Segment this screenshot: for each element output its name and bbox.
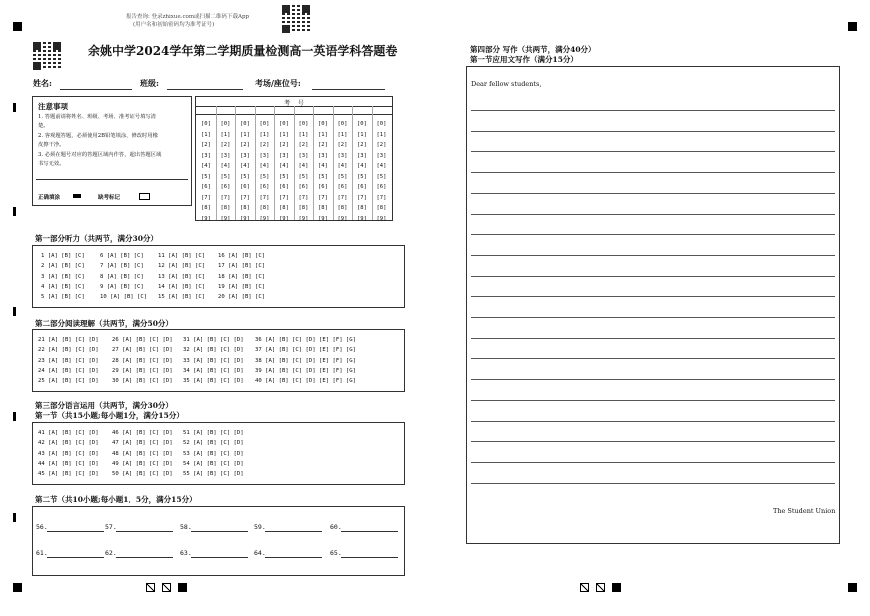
id-bubble[interactable]: [8]: [318, 205, 328, 211]
id-bubble[interactable]: [3]: [298, 152, 309, 159]
question-item[interactable]: 54 [A] [B] [C] [D]: [183, 460, 244, 467]
id-bubble[interactable]: [2]: [337, 142, 348, 148]
instructions-heading: 注意事项: [38, 102, 68, 111]
timing-mark: [13, 103, 16, 112]
question-item[interactable]: 41 [A] [B] [C] [D]: [38, 430, 99, 436]
question-item[interactable]: 33 [A] [B] [C] [D]: [183, 357, 244, 364]
question-item[interactable]: 30 [A] [B] [C] [D]: [112, 378, 173, 385]
writing-line[interactable]: [471, 296, 835, 297]
question-item[interactable]: 23 [A] [B] [C] [D]: [38, 357, 99, 364]
part2-title: 第二部分阅读理解（共两节，满分50分）: [35, 319, 173, 328]
id-bubble[interactable]: [0]: [240, 121, 250, 127]
id-bubble[interactable]: [0]: [357, 121, 367, 127]
question-item[interactable]: 36 [A] [B] [C] [D] [E] [F] [G]: [255, 337, 357, 343]
id-bubble[interactable]: [1]: [376, 131, 387, 138]
exam-id-grid: [195, 96, 393, 221]
blanks-box: [32, 506, 405, 576]
id-bubble[interactable]: [7]: [298, 194, 309, 201]
id-bubble[interactable]: [7]: [220, 194, 231, 201]
id-bubble[interactable]: [7]: [318, 194, 328, 201]
id-bubble[interactable]: [6]: [279, 184, 289, 190]
instruction-item: 3. 必须在题号对应的答题区域内作答，超出答题区域书写无效。: [38, 152, 162, 167]
id-bubble[interactable]: [1]: [220, 131, 231, 138]
divider: [255, 106, 256, 220]
question-item[interactable]: 46 [A] [B] [C] [D]: [112, 430, 173, 436]
id-bubble[interactable]: [9]: [376, 215, 387, 222]
page-mark-box: [162, 583, 171, 592]
question-item[interactable]: 17 [A] [B] [C]: [218, 263, 266, 270]
id-bubble[interactable]: [1]: [357, 131, 367, 138]
question-item[interactable]: 24 [A] [B] [C] [D]: [38, 367, 99, 374]
id-bubble[interactable]: [2]: [259, 142, 270, 148]
id-bubble[interactable]: [7]: [259, 194, 270, 201]
id-bubble[interactable]: [8]: [376, 205, 387, 211]
corner-mark-bottom-left: [13, 583, 22, 592]
question-item[interactable]: 11 [A] [B] [C]: [158, 253, 206, 259]
question-item[interactable]: 37 [A] [B] [C] [D] [E] [F] [G]: [255, 347, 357, 354]
writing-line[interactable]: [471, 400, 835, 401]
writing-line[interactable]: [471, 193, 835, 194]
id-bubble[interactable]: [7]: [201, 194, 211, 201]
blank-number: 63.: [180, 549, 192, 557]
id-bubble[interactable]: [3]: [240, 152, 250, 159]
missing-mark-box[interactable]: [139, 193, 150, 200]
id-bubble[interactable]: [2]: [240, 142, 250, 148]
id-bubble[interactable]: [9]: [357, 215, 367, 222]
id-bubble[interactable]: [1]: [240, 131, 250, 138]
question-item[interactable]: 53 [A] [B] [C] [D]: [183, 450, 244, 457]
report-notice: 报告查询: 登录zhixue.com或扫描二维码下载App: [126, 14, 250, 20]
id-bubble[interactable]: [5]: [279, 173, 289, 180]
id-bubble[interactable]: [7]: [337, 194, 348, 201]
question-item[interactable]: 40 [A] [B] [C] [D] [E] [F] [G]: [255, 378, 357, 385]
question-item[interactable]: 10 [A] [B] [C]: [100, 294, 148, 301]
question-item[interactable]: 39 [A] [B] [C] [D] [E] [F] [G]: [255, 367, 357, 374]
id-bubble[interactable]: [4]: [220, 163, 231, 169]
id-bubble[interactable]: [5]: [298, 173, 309, 180]
id-bubble[interactable]: [1]: [298, 131, 309, 138]
blank-number: 60.: [330, 523, 342, 531]
id-bubble[interactable]: [4]: [357, 163, 367, 169]
id-bubble[interactable]: [5]: [357, 173, 367, 180]
divider: [313, 106, 314, 220]
id-bubble[interactable]: [1]: [337, 131, 348, 138]
corner-mark-bottom-right: [848, 583, 857, 592]
id-bubble[interactable]: [3]: [357, 152, 367, 159]
question-item[interactable]: 9 [A] [B] [C]: [100, 283, 144, 290]
timing-mark: [13, 207, 16, 216]
id-bubble[interactable]: [6]: [259, 184, 270, 190]
page-mark-box: [596, 583, 605, 592]
id-bubble[interactable]: [9]: [279, 215, 289, 222]
question-item[interactable]: 4 [A] [B] [C]: [41, 283, 85, 290]
seat-label: 考场/座位号:: [255, 78, 301, 88]
writing-line[interactable]: [471, 172, 835, 173]
writing-line[interactable]: [471, 441, 835, 442]
page-mark-box: [580, 583, 589, 592]
writing-line[interactable]: [471, 110, 835, 111]
part1-box: [32, 245, 405, 308]
writing-line[interactable]: [471, 255, 835, 256]
id-bubble[interactable]: [5]: [220, 173, 231, 180]
divider: [372, 106, 373, 220]
id-bubble[interactable]: [9]: [240, 215, 250, 222]
divider: [294, 106, 295, 220]
page-title: 余姚中学2024学年第二学期质量检测高一英语学科答题卷: [88, 44, 398, 58]
id-bubble[interactable]: [8]: [279, 205, 289, 211]
question-item[interactable]: 55 [A] [B] [C] [D]: [183, 471, 244, 478]
id-bubble[interactable]: [0]: [337, 121, 348, 127]
blank-field[interactable]: [116, 557, 173, 558]
id-bubble[interactable]: [8]: [259, 205, 270, 211]
question-item[interactable]: 49 [A] [B] [C] [D]: [112, 460, 173, 467]
divider: [333, 106, 334, 220]
id-bubble[interactable]: [0]: [298, 121, 309, 127]
question-item[interactable]: 38 [A] [B] [C] [D] [E] [F] [G]: [255, 357, 357, 364]
question-item[interactable]: 2 [A] [B] [C]: [41, 263, 85, 270]
question-item[interactable]: 15 [A] [B] [C]: [158, 294, 206, 301]
writing-box: [466, 66, 840, 544]
blank-number: 58.: [180, 523, 192, 531]
part4-title: 第四部分 写作（共两节，满分40分）: [470, 45, 596, 54]
id-bubble[interactable]: [4]: [318, 163, 328, 169]
id-bubble[interactable]: [3]: [318, 152, 328, 159]
question-item[interactable]: 5 [A] [B] [C]: [41, 294, 85, 301]
id-bubble[interactable]: [2]: [220, 142, 231, 148]
id-bubble[interactable]: [2]: [298, 142, 309, 148]
blank-field[interactable]: [341, 557, 398, 558]
divider: [216, 106, 217, 220]
part3-title: 第三部分语言运用（共两节，满分30分）: [35, 401, 173, 410]
id-bubble[interactable]: [2]: [357, 142, 367, 148]
question-item[interactable]: 19 [A] [B] [C]: [218, 283, 266, 290]
id-bubble[interactable]: [4]: [259, 163, 270, 169]
question-item[interactable]: 26 [A] [B] [C] [D]: [112, 337, 173, 343]
writing-line[interactable]: [471, 358, 835, 359]
writing-line[interactable]: [471, 379, 835, 380]
question-item[interactable]: 14 [A] [B] [C]: [158, 283, 206, 290]
blank-field[interactable]: [265, 531, 322, 532]
timing-mark: [13, 513, 16, 522]
divider: [235, 106, 236, 220]
id-bubble[interactable]: [6]: [298, 184, 309, 190]
id-bubble[interactable]: [5]: [318, 173, 328, 180]
question-item[interactable]: 47 [A] [B] [C] [D]: [112, 440, 173, 447]
question-item[interactable]: 25 [A] [B] [C] [D]: [38, 378, 99, 385]
question-item[interactable]: 32 [A] [B] [C] [D]: [183, 347, 244, 354]
id-bubble[interactable]: [6]: [376, 184, 387, 190]
name-field[interactable]: [60, 89, 132, 90]
correct-fill-sample: [73, 194, 81, 198]
question-item[interactable]: 18 [A] [B] [C]: [218, 273, 266, 280]
question-item[interactable]: 34 [A] [B] [C] [D]: [183, 367, 244, 374]
question-item[interactable]: 22 [A] [B] [C] [D]: [38, 347, 99, 354]
instruction-item: 1. 答题前请将姓名、班级、考场、准考证号填写清楚。: [38, 114, 156, 129]
id-bubble[interactable]: [0]: [201, 121, 211, 127]
page-mark-filled: [612, 583, 621, 592]
blank-field[interactable]: [191, 557, 248, 558]
part2-box: [32, 329, 405, 392]
id-bubble[interactable]: [3]: [337, 152, 348, 159]
divider: [274, 106, 275, 220]
class-label: 班级:: [140, 78, 159, 88]
question-item[interactable]: 50 [A] [B] [C] [D]: [112, 471, 173, 478]
writing-line[interactable]: [471, 317, 835, 318]
id-bubble[interactable]: [2]: [201, 142, 211, 148]
id-bubble[interactable]: [6]: [240, 184, 250, 190]
id-bubble[interactable]: [7]: [240, 194, 250, 201]
question-item[interactable]: 13 [A] [B] [C]: [158, 273, 206, 280]
qr-code-left: [33, 42, 61, 70]
id-bubble[interactable]: [0]: [259, 121, 270, 127]
id-bubble[interactable]: [5]: [201, 173, 211, 180]
question-item[interactable]: 27 [A] [B] [C] [D]: [112, 347, 173, 354]
id-bubble[interactable]: [9]: [259, 215, 270, 222]
id-bubble[interactable]: [6]: [318, 184, 328, 190]
part3-section1-title: 第一节（共15小题;每小题1分，满分15分）: [35, 411, 184, 420]
divider: [352, 106, 353, 220]
question-item[interactable]: 29 [A] [B] [C] [D]: [112, 367, 173, 374]
id-bubble[interactable]: [6]: [220, 184, 231, 190]
blank-number: 61.: [36, 549, 48, 557]
exam-id-label: 考 号: [284, 100, 304, 107]
correct-fill-label: 正确填涂: [38, 195, 61, 201]
id-bubble[interactable]: [1]: [259, 131, 270, 138]
question-item[interactable]: 52 [A] [B] [C] [D]: [183, 440, 244, 447]
part3-box: [32, 422, 405, 485]
exam-id-bubbles[interactable]: [196, 97, 392, 220]
writing-line[interactable]: [471, 234, 835, 235]
id-bubble[interactable]: [9]: [201, 215, 211, 222]
writing-line[interactable]: [471, 276, 835, 277]
id-bubble[interactable]: [5]: [337, 173, 348, 180]
id-bubble[interactable]: [3]: [220, 152, 231, 159]
writing-line[interactable]: [471, 151, 835, 152]
question-item[interactable]: 20 [A] [B] [C]: [218, 294, 266, 301]
instruction-item: 2. 客观题答题，必须使用2B铅笔填涂，修改时用橡皮擦干净。: [38, 133, 158, 148]
timing-mark: [13, 412, 16, 421]
page-mark-filled: [178, 583, 187, 592]
id-bubble[interactable]: [4]: [298, 163, 309, 169]
writing-line[interactable]: [471, 131, 835, 132]
id-bubble[interactable]: [3]: [376, 152, 387, 159]
writing-signature: The Student Union: [773, 507, 836, 515]
id-bubble[interactable]: [7]: [376, 194, 387, 201]
blank-field[interactable]: [265, 557, 322, 558]
report-notice-note: (用户名和初始密码均为准考证号): [133, 22, 215, 28]
question-item[interactable]: 31 [A] [B] [C] [D]: [183, 337, 244, 343]
instructions-box: [32, 96, 192, 206]
question-item[interactable]: 28 [A] [B] [C] [D]: [112, 357, 173, 364]
corner-mark-top-left: [13, 22, 22, 31]
part4-section1-title: 第一节应用文写作（满分15分）: [470, 55, 578, 64]
blank-number: 57.: [105, 523, 117, 531]
id-bubble[interactable]: [0]: [318, 121, 328, 127]
id-bubble[interactable]: [5]: [240, 173, 250, 180]
question-item[interactable]: 16 [A] [B] [C]: [218, 253, 266, 259]
part3-section2-title: 第二节（共10小题;每小题1．5分，满分15分）: [35, 495, 197, 504]
question-item[interactable]: 43 [A] [B] [C] [D]: [38, 450, 99, 457]
id-bubble[interactable]: [9]: [220, 215, 231, 222]
id-bubble[interactable]: [2]: [376, 142, 387, 148]
writing-line[interactable]: [471, 462, 835, 463]
question-item[interactable]: 6 [A] [B] [C]: [100, 253, 144, 259]
id-bubble[interactable]: [4]: [279, 163, 289, 169]
question-item[interactable]: 48 [A] [B] [C] [D]: [112, 450, 173, 457]
writing-greeting: Dear fellow students,: [471, 80, 542, 88]
id-bubble[interactable]: [2]: [318, 142, 328, 148]
id-bubble[interactable]: [0]: [279, 121, 289, 127]
blank-field[interactable]: [116, 531, 173, 532]
question-item[interactable]: 12 [A] [B] [C]: [158, 263, 206, 270]
seat-field[interactable]: [312, 89, 385, 90]
question-item[interactable]: 7 [A] [B] [C]: [100, 263, 144, 270]
part1-title: 第一部分听力（共两节，满分30分）: [35, 234, 158, 243]
question-item[interactable]: 8 [A] [B] [C]: [100, 273, 144, 280]
id-bubble[interactable]: [3]: [259, 152, 270, 159]
id-bubble[interactable]: [3]: [279, 152, 289, 159]
id-bubble[interactable]: [4]: [337, 163, 348, 169]
writing-line[interactable]: [471, 421, 835, 422]
id-bubble[interactable]: [8]: [240, 205, 250, 211]
question-item[interactable]: 35 [A] [B] [C] [D]: [183, 378, 244, 385]
question-item[interactable]: 44 [A] [B] [C] [D]: [38, 460, 99, 467]
id-bubble[interactable]: [1]: [201, 131, 211, 138]
id-bubble[interactable]: [8]: [220, 205, 231, 211]
writing-line[interactable]: [471, 338, 835, 339]
id-bubble[interactable]: [1]: [318, 131, 328, 138]
id-bubble[interactable]: [7]: [357, 194, 367, 201]
missing-mark-label: 缺考标记: [98, 195, 121, 201]
writing-line[interactable]: [471, 214, 835, 215]
blank-number: 64.: [254, 549, 266, 557]
id-bubble[interactable]: [7]: [279, 194, 289, 201]
id-bubble[interactable]: [2]: [279, 142, 289, 148]
id-bubble[interactable]: [1]: [279, 131, 289, 138]
id-bubble[interactable]: [4]: [376, 163, 387, 169]
question-item[interactable]: 3 [A] [B] [C]: [41, 273, 85, 280]
id-bubble[interactable]: [0]: [220, 121, 231, 127]
class-field[interactable]: [167, 89, 243, 90]
id-bubble[interactable]: [5]: [376, 173, 387, 180]
writing-line[interactable]: [471, 483, 835, 484]
blank-field[interactable]: [47, 557, 104, 558]
id-bubble[interactable]: [6]: [357, 184, 367, 190]
question-item[interactable]: 21 [A] [B] [C] [D]: [38, 337, 99, 343]
timing-mark: [13, 307, 16, 316]
blank-field[interactable]: [47, 531, 104, 532]
id-bubble[interactable]: [8]: [298, 205, 309, 211]
blank-number: 65.: [330, 549, 342, 557]
divider: [36, 179, 188, 180]
id-bubble[interactable]: [8]: [201, 205, 211, 211]
id-bubble[interactable]: [6]: [201, 184, 211, 190]
id-bubble[interactable]: [8]: [337, 205, 348, 211]
id-bubble[interactable]: [4]: [240, 163, 250, 169]
id-bubble[interactable]: [9]: [337, 215, 348, 222]
question-item[interactable]: 51 [A] [B] [C] [D]: [183, 430, 244, 436]
page-mark-box: [146, 583, 155, 592]
id-bubble[interactable]: [4]: [201, 163, 211, 169]
blank-field[interactable]: [191, 531, 248, 532]
id-bubble[interactable]: [9]: [298, 215, 309, 222]
id-bubble[interactable]: [8]: [357, 205, 367, 211]
blank-field[interactable]: [341, 531, 398, 532]
id-bubble[interactable]: [5]: [259, 173, 270, 180]
blank-number: 56.: [36, 523, 48, 531]
id-bubble[interactable]: [6]: [337, 184, 348, 190]
question-item[interactable]: 45 [A] [B] [C] [D]: [38, 471, 99, 478]
id-bubble[interactable]: [9]: [318, 215, 328, 222]
blank-number: 59.: [254, 523, 266, 531]
id-bubble[interactable]: [0]: [376, 121, 387, 127]
corner-mark-top-right: [848, 22, 857, 31]
question-item[interactable]: 1 [A] [B] [C]: [41, 253, 85, 259]
question-item[interactable]: 42 [A] [B] [C] [D]: [38, 440, 99, 447]
qr-code-top: [282, 5, 310, 33]
id-bubble[interactable]: [3]: [201, 152, 211, 159]
blank-number: 62.: [105, 549, 117, 557]
name-label: 姓名:: [33, 78, 52, 88]
